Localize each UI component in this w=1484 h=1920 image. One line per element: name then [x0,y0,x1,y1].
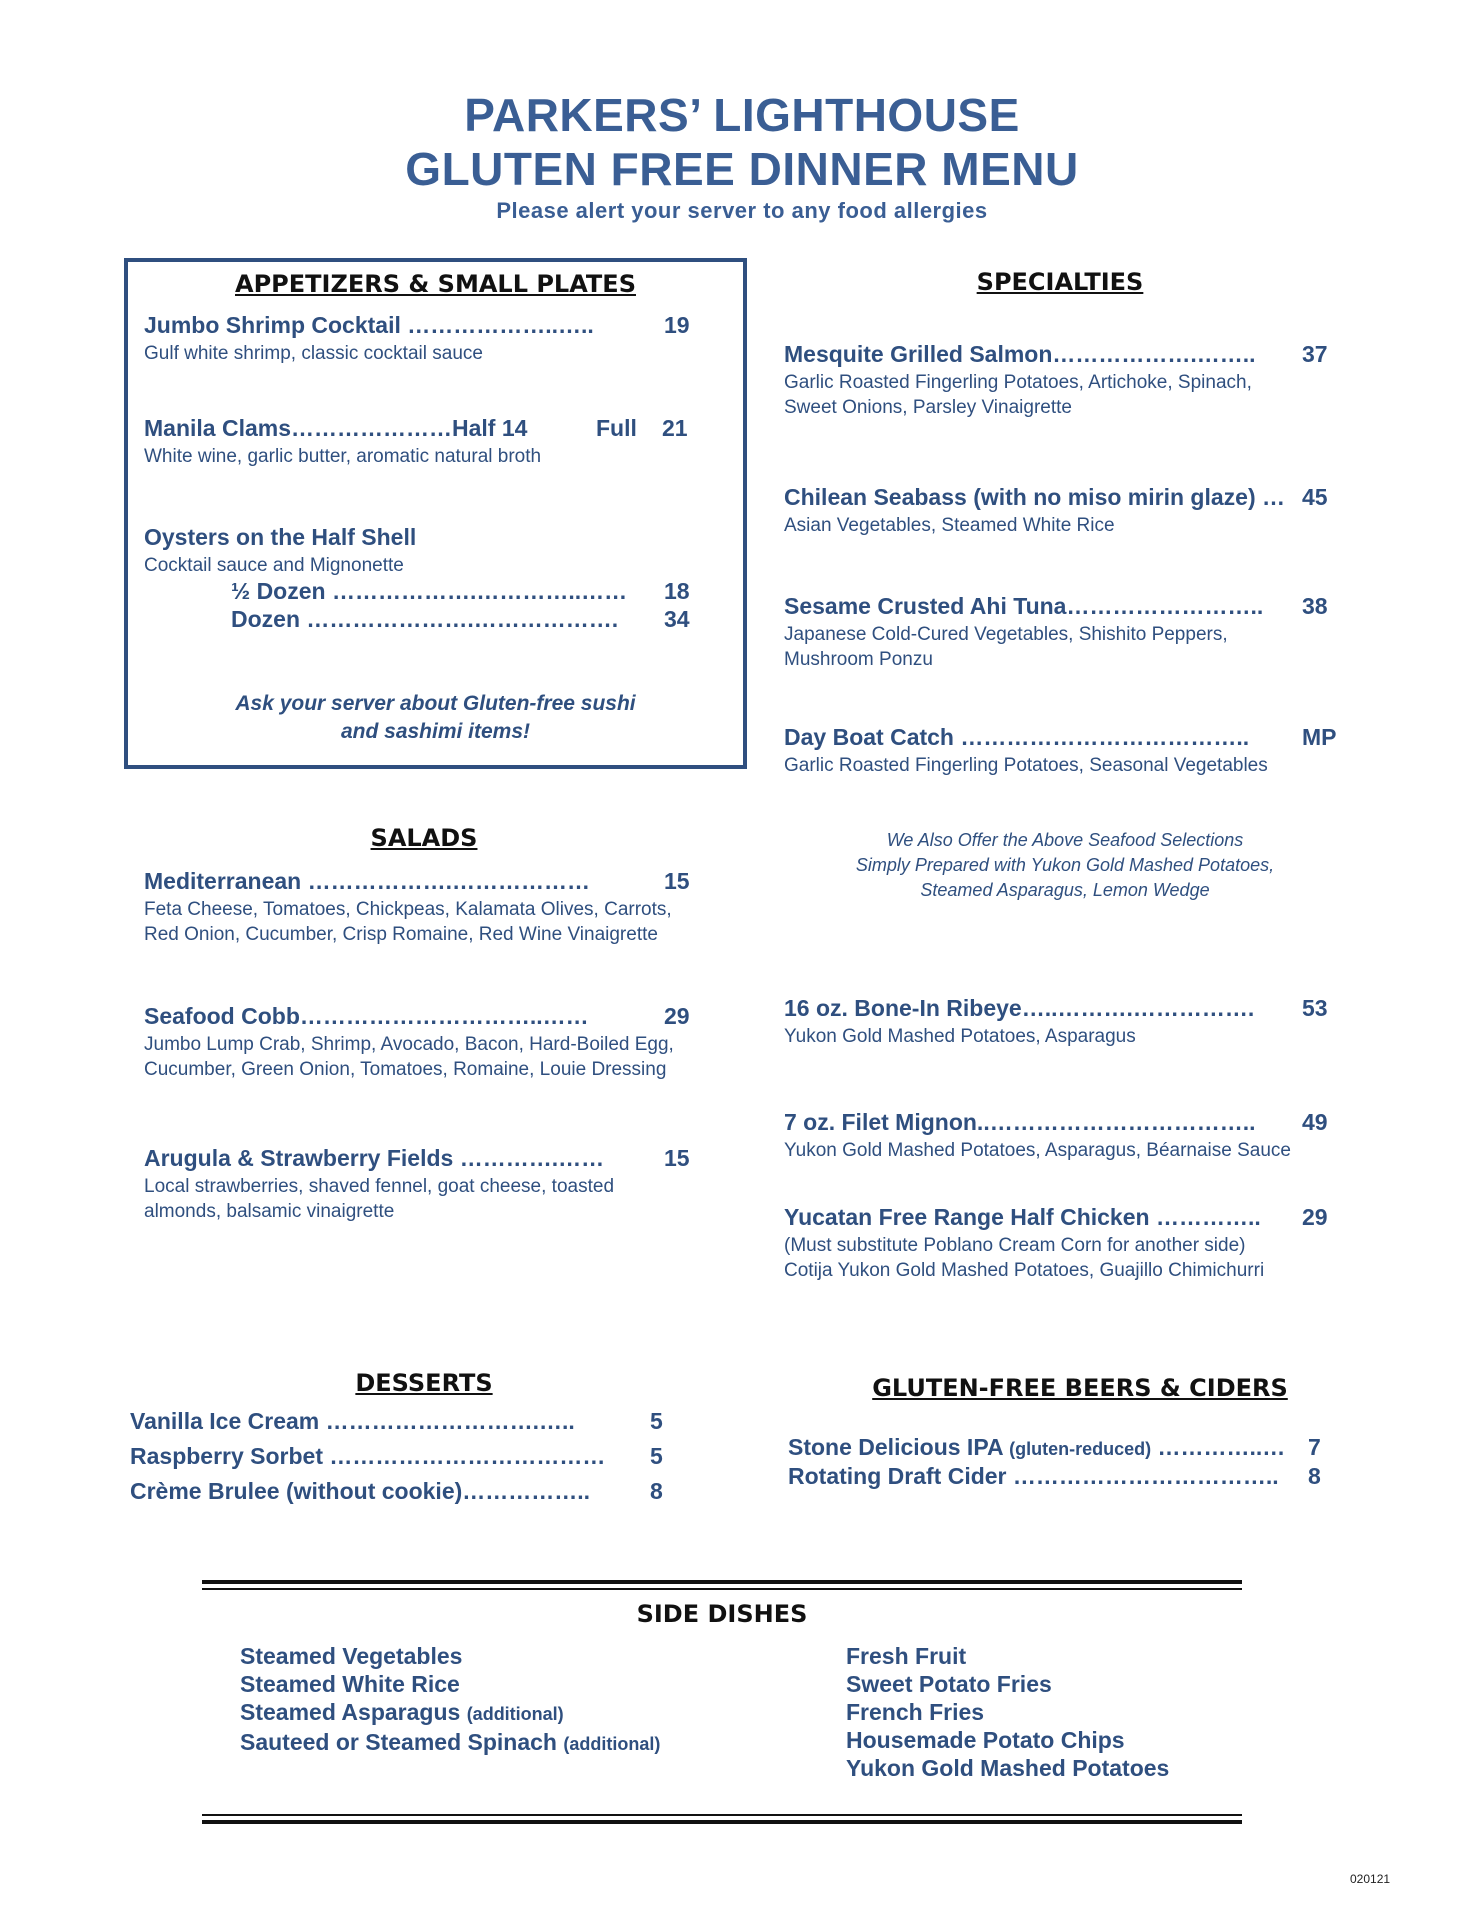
oyster-option-price: 18 [664,578,690,604]
menu-item-description: Red Onion, Cucumber, Crisp Romaine, Red Wine Vinaigrette [144,924,658,945]
menu-item-description: Feta Cheese, Tomatoes, Chickpeas, Kalamata Olives, Carrots, [144,899,672,920]
menu-item-description: Local strawberries, shaved fennel, goat cheese, toasted [144,1176,615,1197]
dessert-name: Raspberry Sorbet ……………………………… [130,1443,606,1469]
allergy-notice: Please alert your server to any food allergies [496,198,988,223]
beer-price: 8 [1308,1463,1321,1489]
side-dish: Steamed Vegetables [240,1643,463,1669]
menu-item-description: Garlic Roasted Fingerling Potatoes, Artichoke, Spinach, [784,372,1252,393]
menu-item-name: Chilean Seabass (with no miso mirin glaze) … [784,484,1285,510]
menu-item-price: 29 [1302,1204,1328,1230]
dessert-price: 5 [650,1408,663,1434]
menu-item-price: 15 [664,1145,690,1171]
menu-item-price: 37 [1302,341,1328,367]
menu-item-description: Japanese Cold-Cured Vegetables, Shishito Peppers, [784,624,1228,645]
dessert-price: 5 [650,1443,663,1469]
menu-item-description: almonds, balsamic vinaigrette [144,1201,395,1222]
oyster-option-name: Dozen ………………….………………. [231,606,619,632]
menu-item-name: Oysters on the Half Shell [144,524,417,550]
menu-item-price: MP [1302,724,1337,750]
divider [202,1588,1242,1590]
beer-item: Stone Delicious IPA (gluten-reduced) …………..… [788,1434,1286,1460]
side-dish: Fresh Fruit [846,1643,967,1669]
menu-item-description: Mushroom Ponzu [784,649,933,670]
oyster-option-name: ½ Dozen ……………….…………..…… [231,578,628,604]
menu-item-price: 21 [662,415,688,441]
side-dish-list-right [846,1642,1169,1782]
menu-item-description: Yukon Gold Mashed Potatoes, Asparagus, Béarnaise Sauce [784,1140,1291,1161]
menu-item-description: Cucumber, Green Onion, Tomatoes, Romaine, Louie Dressing [144,1059,667,1080]
menu-item-description: Yukon Gold Mashed Potatoes, Asparagus [784,1026,1136,1047]
divider [202,1820,1242,1824]
menu-item-description: Garlic Roasted Fingerling Potatoes, Seasonal Vegetables [784,755,1268,776]
menu-item-price: 45 [1302,484,1328,510]
beer-item: Rotating Draft Cider …………………………….. [788,1463,1279,1489]
menu-code: 020121 [1350,1872,1391,1886]
menu-item-name: Day Boat Catch ……………………………….. [784,724,1250,750]
menu-item-price: 15 [664,868,690,894]
menu-item-description: White wine, garlic butter, aromatic natural broth [144,446,542,467]
menu-item-name: Arugula & Strawberry Fields ………….…… [144,1145,605,1171]
menu-item-price: 38 [1302,593,1328,619]
menu-item-description: Cotija Yukon Gold Mashed Potatoes, Guajillo Chimichurri [784,1260,1265,1281]
menu-item-description: Cocktail sauce and Mignonette [144,555,404,576]
menu-item-price: 29 [664,1003,690,1029]
menu-item-name: Mediterranean ……………….……………… [144,868,590,894]
simply-prepared-note: We Also Offer the Above Seafood Selections Simply Prepared with Yukon Gold Mashed Potatoes, Steamed Asparagus, Lemon Wedge [855,830,1275,900]
restaurant-name: PARKERS’ LIGHTHOUSE [464,89,1020,141]
beer-price: 7 [1308,1434,1321,1460]
oyster-option-price: 34 [664,606,690,632]
menu-item-name: Yucatan Free Range Half Chicken ………….. [784,1204,1261,1230]
menu-item-description: Jumbo Lump Crab, Shrimp, Avocado, Bacon, Hard-Boiled Egg, [144,1034,674,1055]
side-dish: French Fries [846,1699,985,1725]
menu-item-price-label: Full [596,415,637,441]
sushi-note: Ask your server about Gluten-free sushi and sashimi items! [235,692,636,743]
appetizers-heading: APPETIZERS & SMALL PLATES [235,270,636,298]
divider [202,1580,1242,1584]
side-dish-list-left [240,1642,660,1758]
menu-item-price: 49 [1302,1109,1328,1135]
menu-item-name: 7 oz. Filet Mignon..…………………………….. [784,1109,1256,1135]
side-dish: Steamed White Rice [240,1671,460,1697]
menu-item-price: 19 [664,312,690,338]
salads-heading: SALADS [370,824,478,852]
side-dish: Housemade Potato Chips [846,1727,1125,1753]
menu-item-name: Mesquite Grilled Salmon……………….…….. [784,341,1256,367]
desserts-heading: DESSERTS [355,1369,493,1397]
menu-item-name: Sesame Crusted Ahi Tuna…………………….. [784,593,1264,619]
menu-item-name: Manila Clams…………………Half 14 [144,415,528,441]
menu-item-name: Seafood Cobb…………………………..…… [144,1003,589,1029]
menu-item-description: Sweet Onions, Parsley Vinaigrette [784,397,1072,418]
side-dish: Yukon Gold Mashed Potatoes [846,1755,1170,1781]
side-dish: Sauteed or Steamed Spinach (additional) [240,1729,661,1755]
menu-item-description: Asian Vegetables, Steamed White Rice [784,515,1115,536]
specialties-heading: SPECIALTIES [976,268,1144,296]
beers-heading: GLUTEN-FREE BEERS & CIDERS [872,1374,1288,1402]
dessert-name: Crème Brulee (without cookie)…………….. [130,1478,591,1504]
dessert-price: 8 [650,1478,663,1504]
sides-heading: SIDE DISHES [636,1600,808,1628]
divider [202,1814,1242,1816]
menu-item-description: Gulf white shrimp, classic cocktail sauce [144,343,483,364]
menu-item-description: (Must substitute Poblano Cream Corn for another side) [784,1235,1246,1256]
side-dish: Steamed Asparagus (additional) [240,1699,564,1725]
menu-item-name: 16 oz. Bone-In Ribeye…..……….……………. [784,995,1255,1021]
dessert-name: Vanilla Ice Cream ……………………….….. [130,1408,575,1434]
menu-title: GLUTEN FREE DINNER MENU [405,143,1079,195]
menu-item-price: 53 [1302,995,1328,1021]
menu-item-name: Jumbo Shrimp Cocktail ………………..….. [144,312,594,338]
side-dish: Sweet Potato Fries [846,1671,1052,1697]
